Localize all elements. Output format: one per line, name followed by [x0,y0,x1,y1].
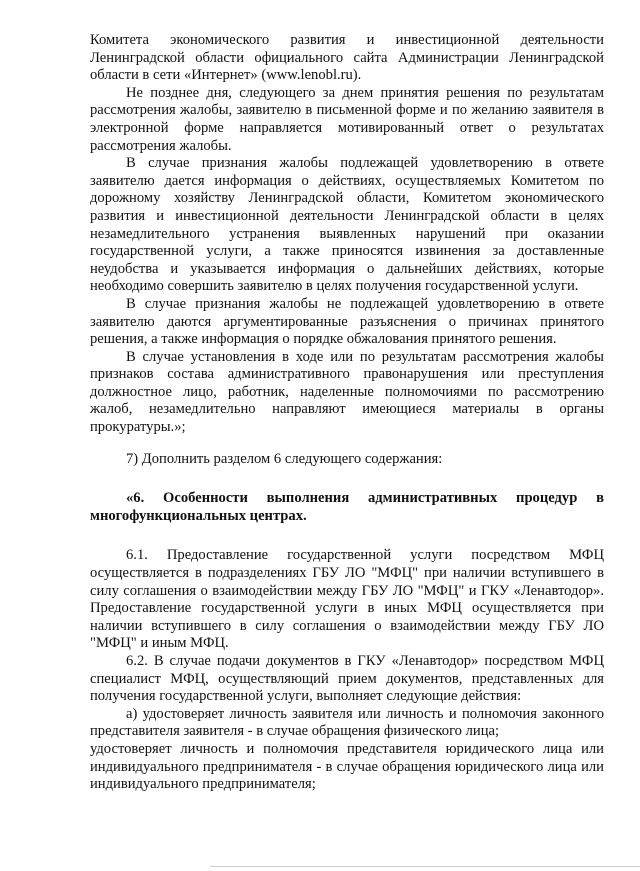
paragraph-1: Комитета экономического развития и инвестиционной деятельности Ленинградской области официального сайта Администрации Ленинградской области в сети «Интернет» (www.lenobl.ru). [90,32,604,84]
paragraph-4: В случае признания жалобы не подлежащей удовлетворению в ответе заявителю даются аргументированные разъяснения о причинах принятого решения, а также информация о порядке обжалования принятого решения. [90,295,604,348]
paragraph-6-1: 6.1. Предоставление государственной услуги посредством МФЦ осуществляется в подразделениях ГБУ ЛО "МФЦ" при наличии вступившего в силу соглашения о взаимодействии между ГБУ ЛО "МФЦ" и ГКУ «Ленавтодор». Предоставление государственной услуги в иных МФЦ осуществляется при наличии вступившего в силу соглашения о взаимодействии между ГБУ ЛО "МФЦ" и иным МФЦ. [90,547,604,652]
paragraph-6-2-a: а) удостоверяет личность заявителя или личность и полномочия законного представителя заявителя - в случае обращения физического лица; [90,705,604,740]
paragraph-2: Не позднее дня, следующего за днем принятия решения по результатам рассмотрения жалобы, заявителю в письменной форме и по желанию заявителя в электронной форме направляется мотивированный ответ о результатах рассмотрения жалобы. [90,84,604,154]
paragraph-5: В случае установления в ходе или по результатам рассмотрения жалобы признаков состава административного правонарушения или преступления должностное лицо, работник, наделенные полномочиями по рассмотрению жалоб, незамедлительно направляют имеющиеся материалы в органы прокуратуры.»; [90,348,604,436]
amendment-item-7: 7) Дополнить разделом 6 следующего содержания: [126,450,443,467]
page-bottom-edge [210,866,640,867]
paragraph-6-2: 6.2. В случае подачи документов в ГКУ «Ленавтодор» посредством МФЦ специалист МФЦ, осуществляющий прием документов, представленных для получения государственной услуги, выполняет следующие действия: [90,653,604,705]
section-6-heading: «6. Особенности выполнения административных процедур в многофункциональных центрах. [90,490,604,524]
paragraph-6-2-a-continued: удостоверяет личность и полномочия представителя юридического лица или индивидуального предпринимателя - в случае обращения юридического лица или индивидуального предпринимателя; [90,740,604,793]
paragraph-3: В случае признания жалобы подлежащей удовлетворению в ответе заявителю дается информация о действиях, осуществляемых Комитетом по дорожному хозяйству Ленинградской области, Комитетом экономического развития и инвестиционной деятельности Ленинградской области в целях незамедлительного устранения выявленных нарушений при оказании государственной услуги, а также приносятся извинения за доставленные неудобства и указывается информация о дальнейших действиях, которые необходимо совершить заявителю в целях получения государственной услуги. [90,155,604,295]
